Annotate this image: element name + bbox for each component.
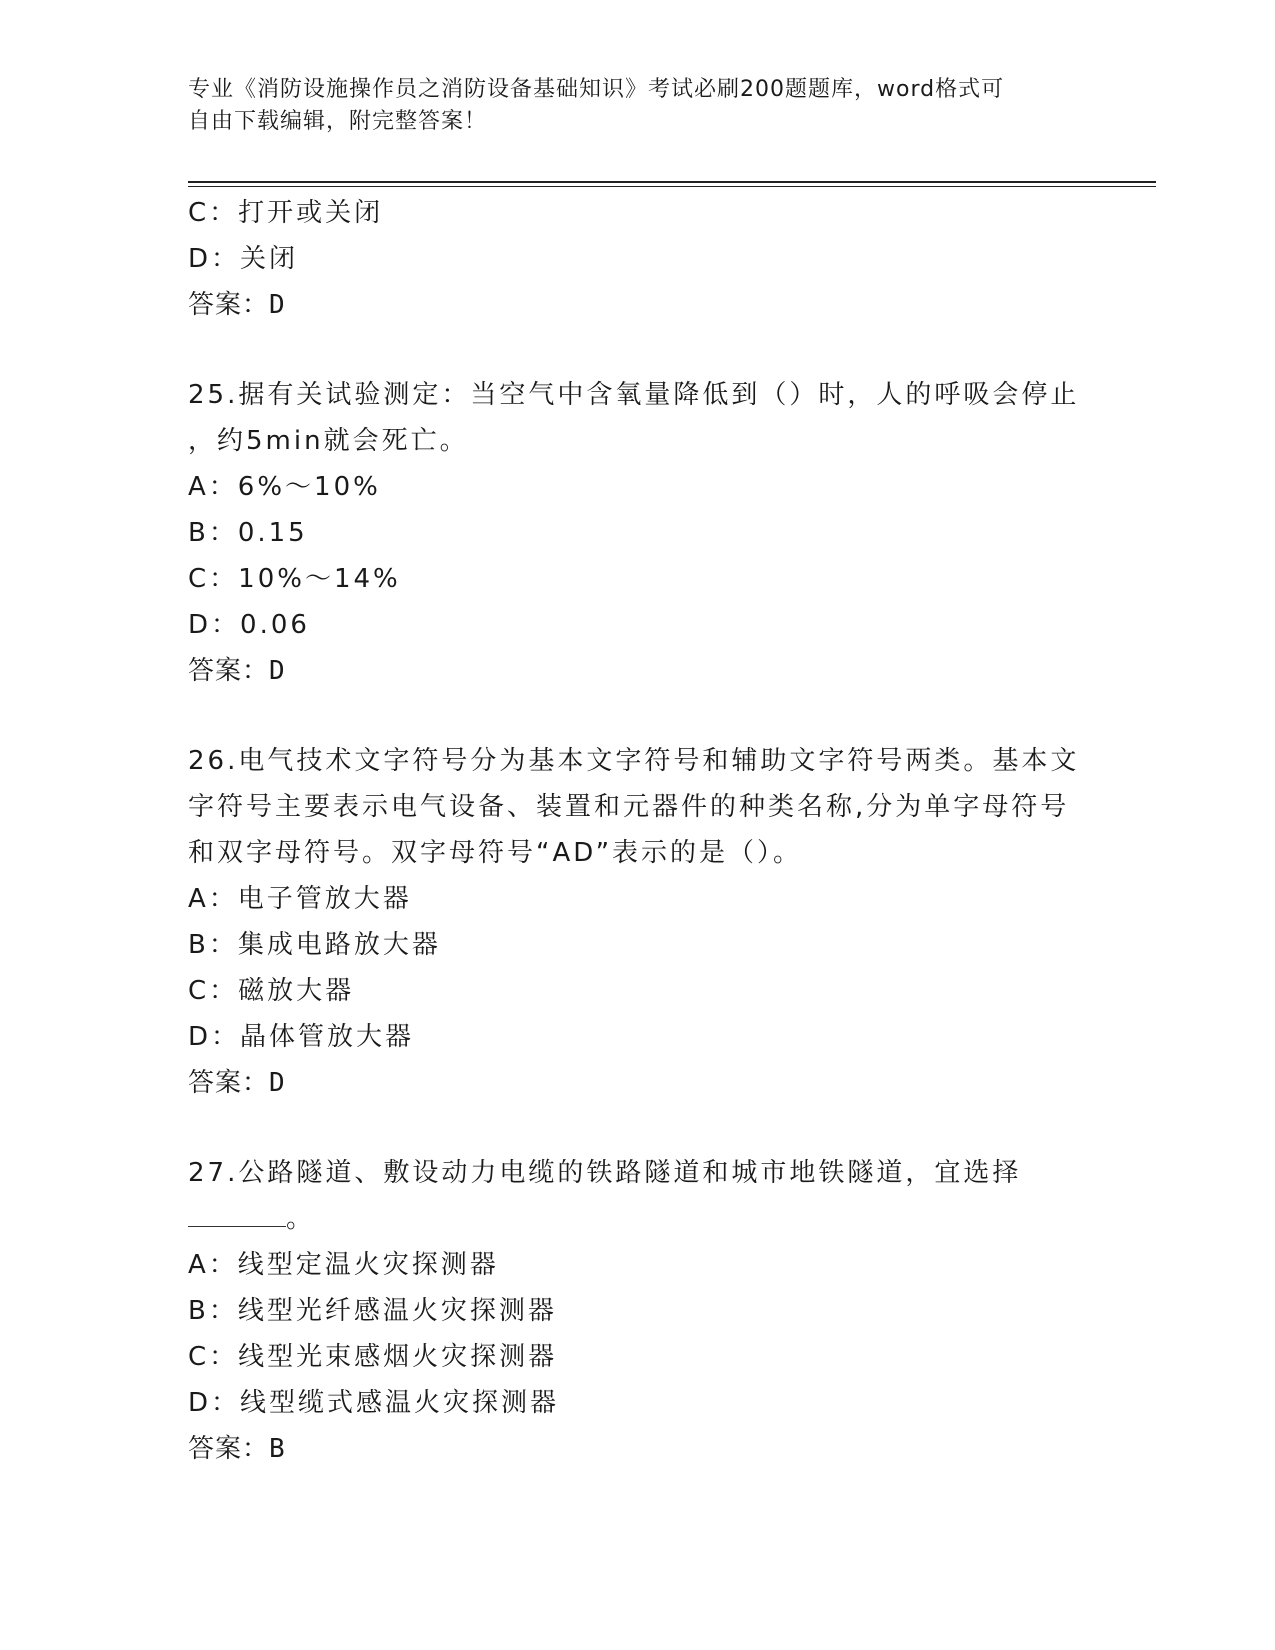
question-26 [188, 738, 1108, 1106]
question-stem-blank-line [188, 1196, 1108, 1242]
option-c: C：打开或关闭 [188, 198, 384, 228]
answer-line: 答案：D [188, 656, 286, 686]
option-a: A：6%～10% [188, 472, 381, 502]
option-a: A：电子管放大器 [188, 884, 412, 914]
option-d: D：关闭 [188, 244, 299, 274]
header-line-2: 自由下载编辑，附完整答案！ [188, 109, 488, 134]
option-d: D：0.06 [188, 610, 310, 640]
option-b: B：线型光纤感温火灾探测器 [188, 1296, 557, 1326]
spacer [188, 328, 1108, 372]
question-stem-line: 27.公路隧道、敷设动力电缆的铁路隧道和城市地铁隧道，宜选择 [188, 1158, 1022, 1188]
header-divider [188, 181, 1156, 187]
question-24 [188, 190, 1108, 328]
answer-line: 答案：D [188, 1068, 286, 1098]
answer-line: 答案：D [188, 290, 286, 320]
question-stem-line: 和双字母符号。双字母符号“AD”表示的是（）。 [188, 838, 803, 868]
question-stem-line: ，约5min就会死亡。 [188, 426, 469, 456]
spacer [188, 1106, 1108, 1150]
option-c: C：10%～14% [188, 564, 401, 594]
question-27 [188, 1150, 1108, 1472]
option-c: C：磁放大器 [188, 976, 355, 1006]
fill-in-blank [188, 1198, 286, 1227]
option-b: B：0.15 [188, 518, 308, 548]
blank-suffix: 。 [286, 1204, 316, 1234]
option-d: D：晶体管放大器 [188, 1022, 415, 1052]
header-line-1: 专业《消防设施操作员之消防设备基础知识》考试必刷200题题库，word格式可 [188, 77, 1005, 102]
option-b: B：集成电路放大器 [188, 930, 441, 960]
option-d: D：线型缆式感温火灾探测器 [188, 1388, 560, 1418]
answer-line: 答案：B [188, 1434, 286, 1464]
question-stem-line: 字符号主要表示电气设备、装置和元器件的种类名称,分为单字母符号 [188, 792, 1070, 822]
option-c: C：线型光束感烟火灾探测器 [188, 1342, 558, 1372]
question-stem-line: 26.电气技术文字符号分为基本文字符号和辅助文字符号两类。基本文 [188, 746, 1080, 776]
question-25 [188, 372, 1108, 694]
question-stem-line: 25.据有关试验测定：当空气中含氧量降低到（）时，人的呼吸会停止 [188, 380, 1080, 410]
question-content [188, 190, 1108, 1472]
document-header [188, 74, 1088, 138]
spacer [188, 694, 1108, 738]
option-a: A：线型定温火灾探测器 [188, 1250, 499, 1280]
